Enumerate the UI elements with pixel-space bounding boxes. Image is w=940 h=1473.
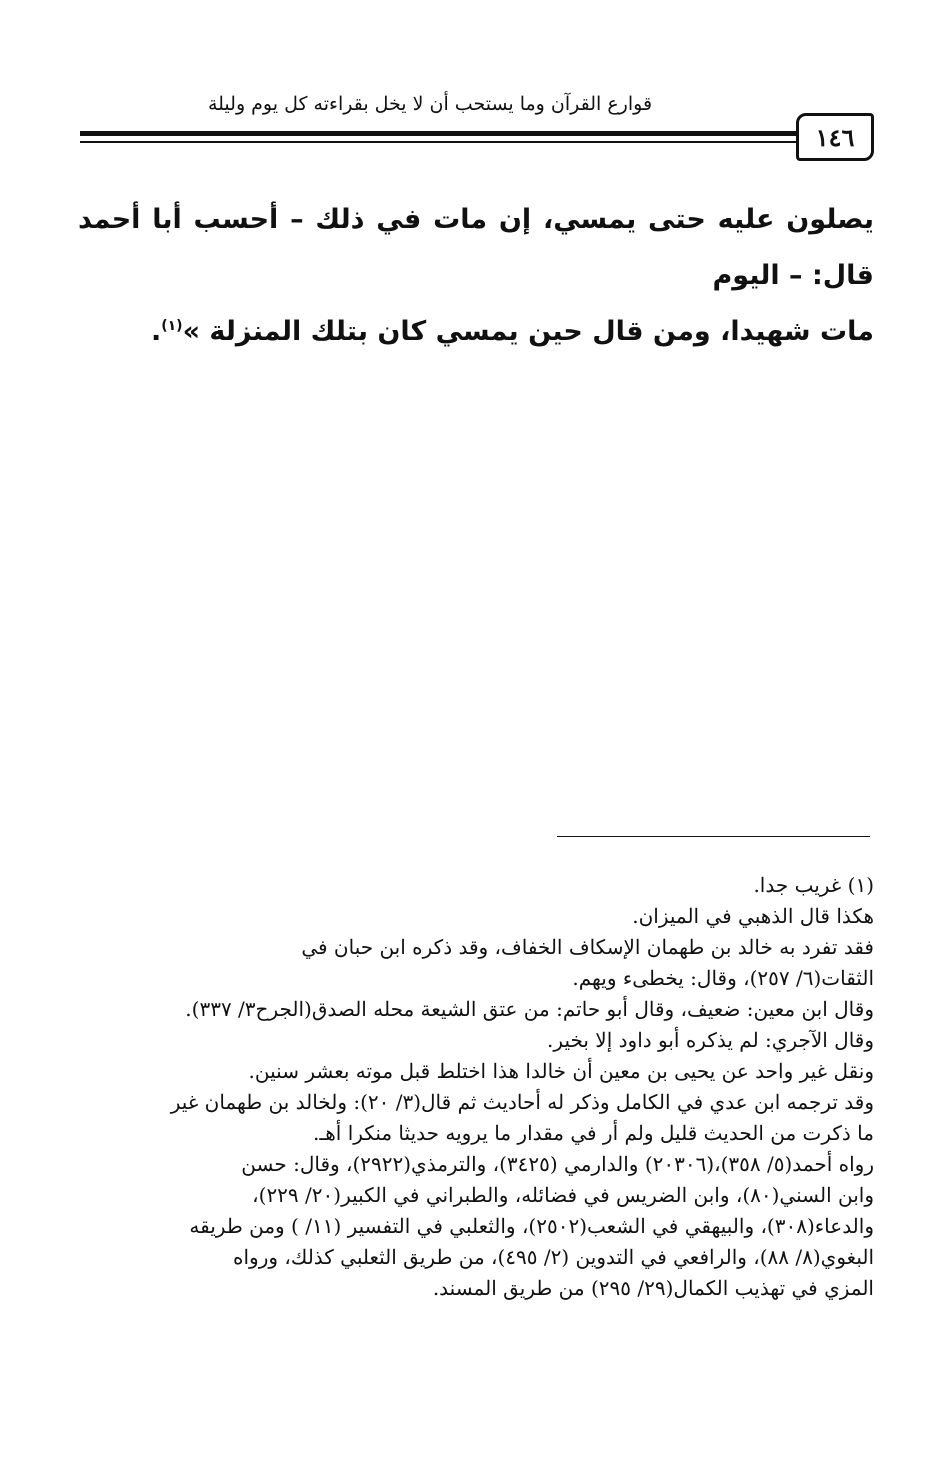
- main-text-line: [78, 304, 874, 360]
- page-number: ١٤٦: [796, 113, 874, 161]
- footnote-line: المزي في تهذيب الكمال(٢٩/ ٢٩٥) من طريق المسند.: [432, 1276, 874, 1300]
- footnote-line: والدعاء(٣٠٨)، والبيهقي في الشعب(٢٥٠٢)، والثعلبي في التفسير (١١/ ) ومن طريقه: [189, 1214, 874, 1238]
- footnote-line: وابن السني(٨٠)، وابن الضريس في فضائله، والطبراني في الكبير(٢٠/ ٢٢٩)،: [252, 1183, 874, 1207]
- footnote-line: رواه أحمد(٥/ ٣٥٨)،(٢٠٣٠٦) والدارمي (٣٤٢٥)، والترمذي(٢٩٢٢)، وقال: حسن: [241, 1152, 874, 1176]
- footnote-line: وقال ابن معين: ضعيف، وقال أبو حاتم: من عتق الشيعة محله الصدق(الجرح٣/ ٣٣٧).: [185, 997, 874, 1021]
- main-line-1: يصلون عليه حتى يمسي، إن مات في ذلك – أحسب أبا أحمد قال: – اليوم: [78, 204, 874, 291]
- footnote-reference: (١): [161, 318, 183, 334]
- footnote-line: (١) غريب جدا.: [753, 873, 874, 897]
- main-text: [78, 192, 874, 360]
- footnote-line: ما ذكرت من الحديث قليل ولم أر في مقدار ما يرويه حديثا منكرا أهـ.: [313, 1121, 874, 1145]
- main-line-2-end: .: [150, 316, 162, 347]
- main-text-line: [78, 192, 874, 304]
- footnote-line: هكذا قال الذهبي في الميزان.: [632, 904, 874, 928]
- running-title: قوارع القرآن وما يستحب أن لا يخل بقراءته كل يوم وليلة: [207, 93, 653, 115]
- footnote-line: وقد ترجمه ابن عدي في الكامل وذكر له أحاديث ثم قال(٣/ ٢٠): ولخالد بن طهمان غير: [170, 1090, 874, 1114]
- footnote-separator: [557, 836, 870, 837]
- header-rule-thick: [80, 131, 800, 136]
- footnotes: [78, 870, 874, 1304]
- footnote-line: البغوي(٨/ ٨٨)، والرافعي في التدوين (٢/ ٤٩٥)، من طريق الثعلبي كذلك، ورواه: [233, 1245, 874, 1269]
- footnote-line: الثقات(٦/ ٢٥٧)، وقال: يخطىء ويهم.: [572, 966, 874, 990]
- footnote-line: وقال الآجري: لم يذكره أبو داود إلا بخير.: [547, 1028, 874, 1052]
- footnote-line: ونقل غير واحد عن يحيى بن معين أن خالدا هذا اختلط قبل موته بعشر سنين.: [248, 1059, 874, 1083]
- footnote-line: فقد تفرد به خالد بن طهمان الإسكاف الخفاف، وقد ذكره ابن حبان في: [301, 935, 874, 959]
- header-rule-thin: [80, 141, 800, 143]
- main-line-2: مات شهيدا، ومن قال حين يمسي كان بتلك المنزلة »: [182, 316, 874, 347]
